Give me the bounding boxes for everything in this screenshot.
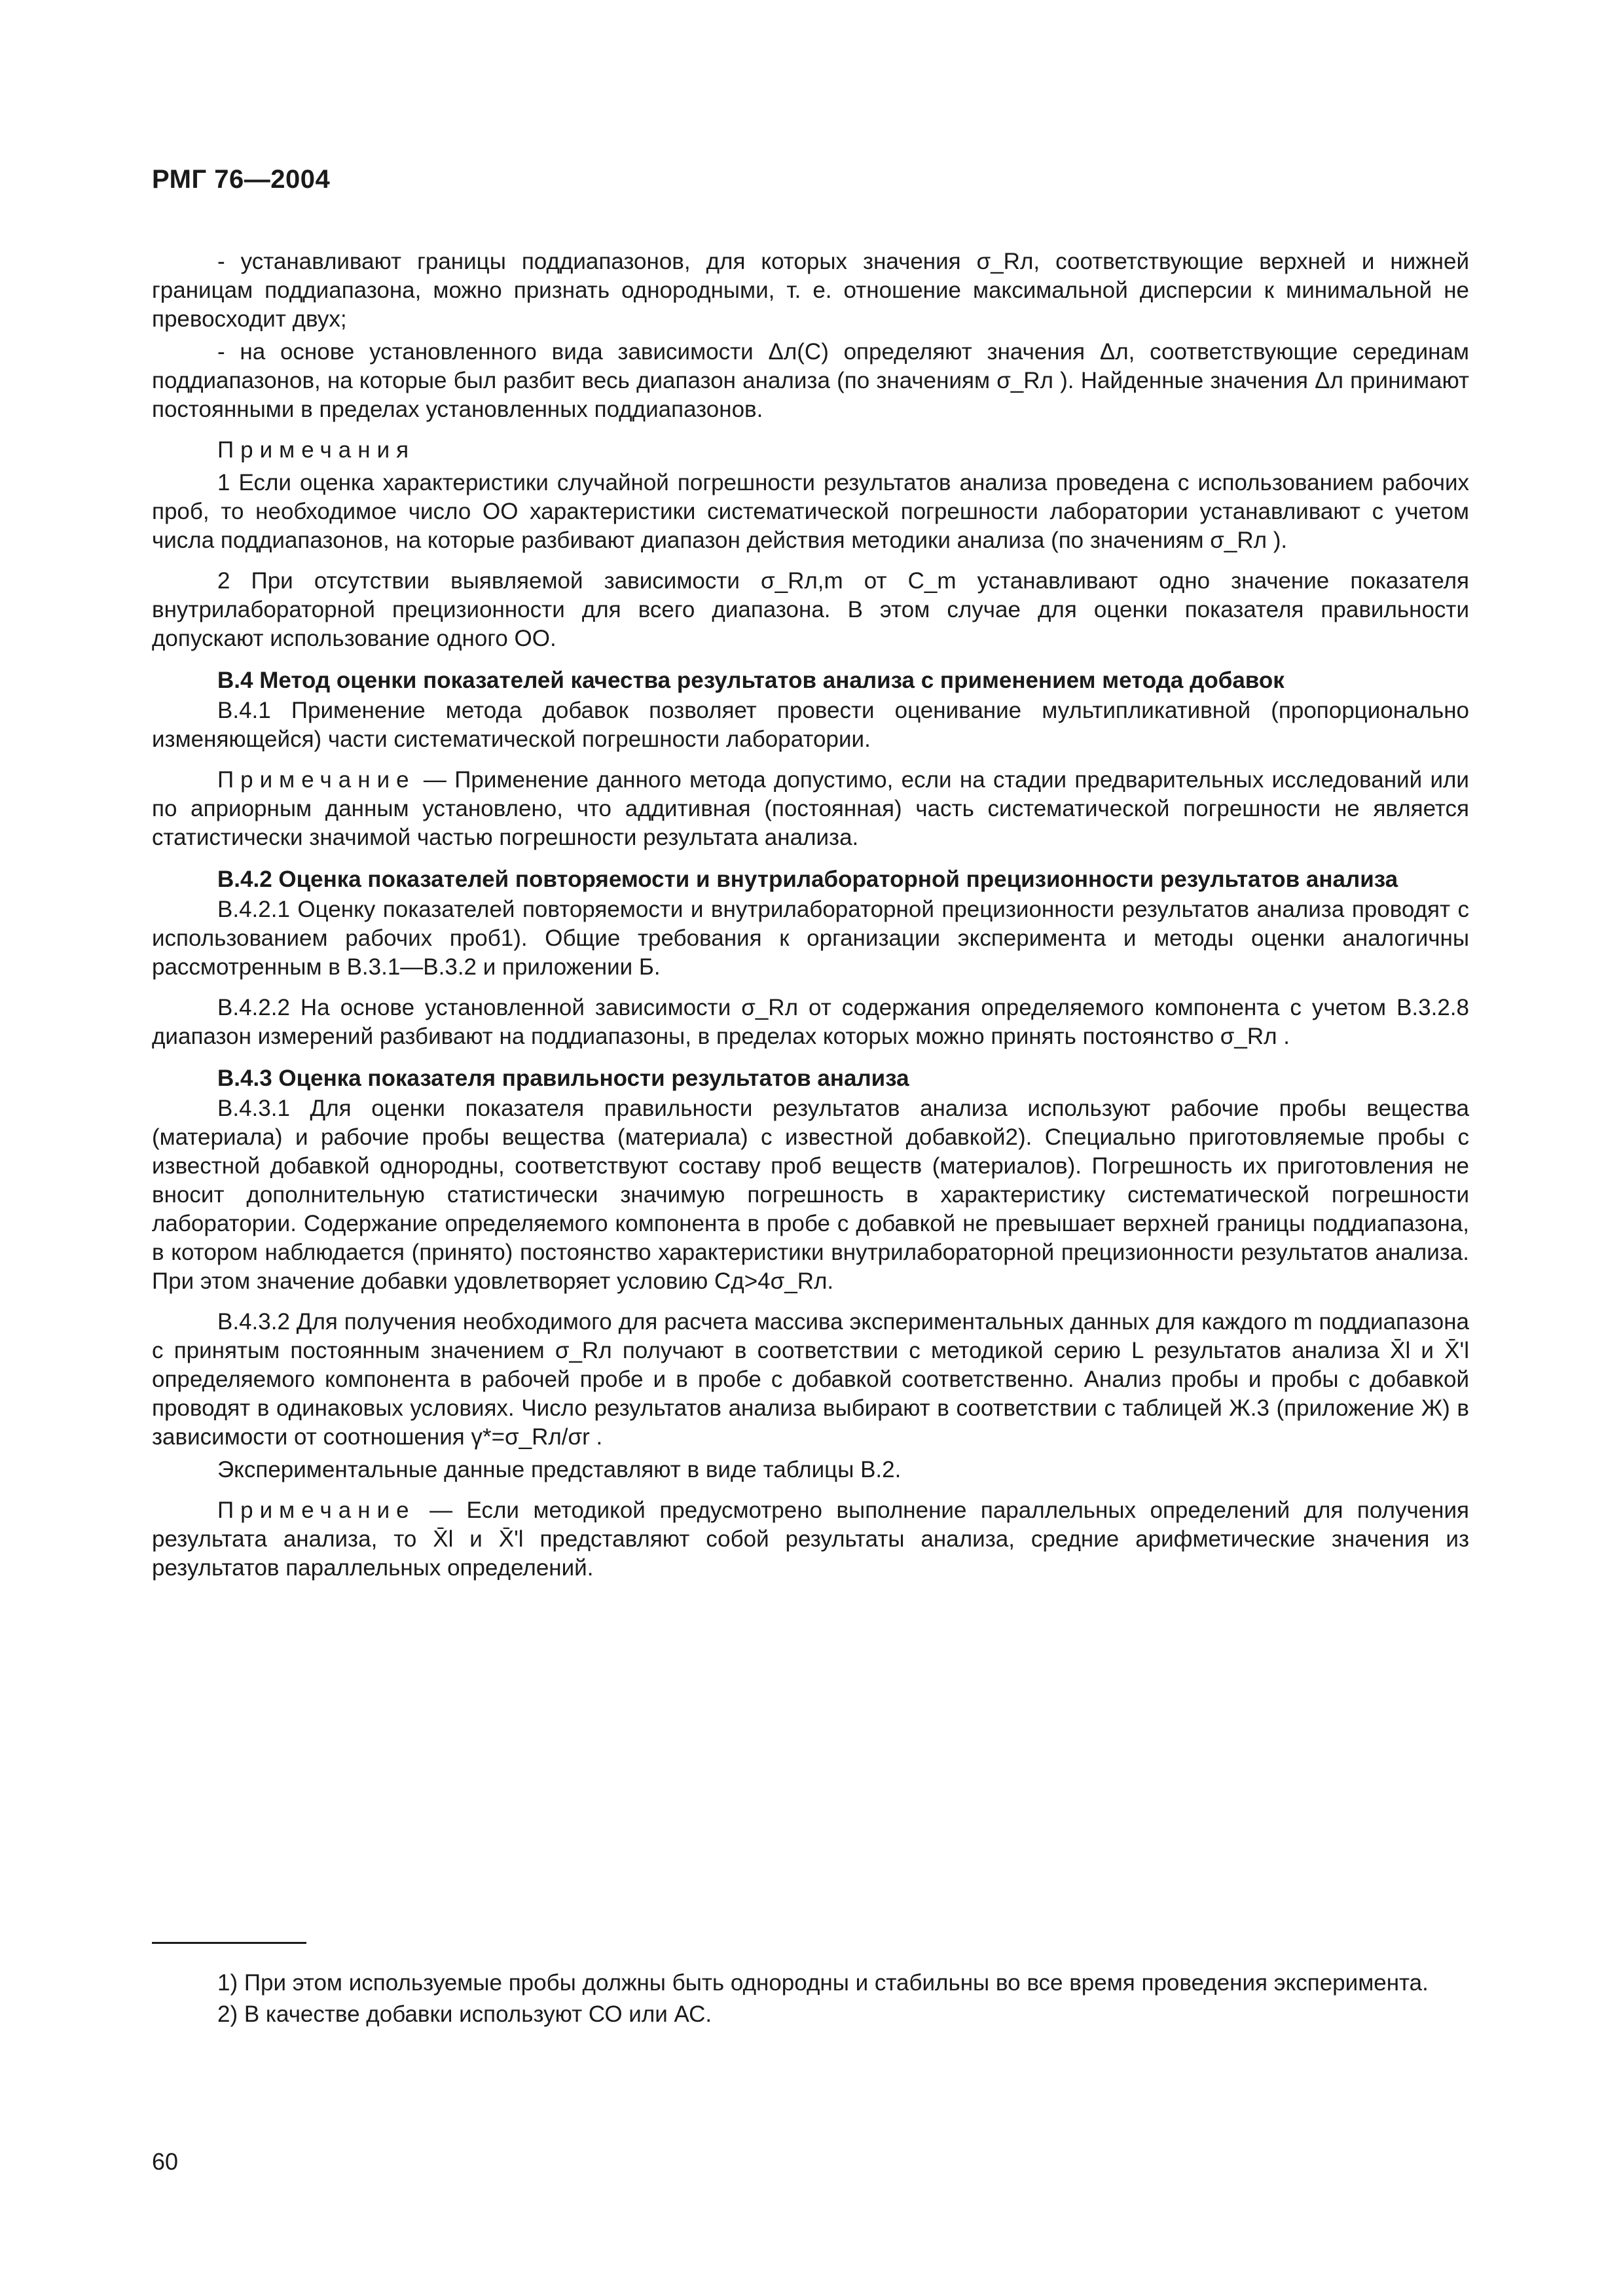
note-4-label: Примечание: [217, 1498, 416, 1523]
note-4: [152, 1496, 1469, 1583]
notes-title: Примечания: [217, 437, 416, 463]
section-heading-b42: В.4.2 Оценка показателей повторяемости и внутрилабораторной прецизионности результатов анализа: [217, 867, 1398, 892]
paragraph-b422: В.4.2.2 На основе установленной зависимости σ_Rл от содержания определяемого компонента с учетом В.3.2.8 диапазон измерений разбивают на поддиапазоны, в пределах которых можно принять постоянство σ_Rл .: [152, 995, 1469, 1049]
section-heading-b43: В.4.3 Оценка показателя правильности результатов анализа: [217, 1066, 909, 1091]
paragraph-b431: В.4.3.1 Для оценки показателя правильности результатов анализа используют рабочие пробы вещества (материала) и рабочие пробы вещества (материала) с известной добавкой2). Специально приготовляемые пробы с известной добавкой однородны, соответствуют составу проб веществ (материалов). Погрешность их приготовления не вносит дополнительную статистически значимую погрешность в характеристику систематической погрешности лаборатории. Содержание определяемого компонента в пробе с добавкой не превышает верхней границы поддиапазона, в котором наблюдается (принято) постоянство характеристики внутрилабораторной прецизионности результатов анализа. При этом значение добавки удовлетворяет условию Cд>4σ_Rл.: [152, 1096, 1469, 1294]
note-3-label: Примечание: [217, 767, 416, 793]
paragraph-subranges: - устанавливают границы поддиапазонов, для которых значения σ_Rл, соответствующие верхней и нижней границам поддиапазона, можно признать однородными, т. е. отношение максимальной дисперсии к минимальной не превосходит двух;: [152, 249, 1469, 332]
note-2: 2 При отсутствии выявляемой зависимости σ_Rл,m от C_m устанавливают одно значение показателя внутрилабораторной прецизионности для всего диапазона. В этом случае для оценки показателя правильности допускают использование одного ОО.: [152, 568, 1469, 651]
note-4-text: — Если методикой предусмотрено выполнение параллельных определений для получения результата анализа, то X̄l и X̄'l представляют собой результаты анализа, средние арифметические значения из результатов параллельных определений.: [152, 1498, 1469, 1581]
paragraph-experimental: Экспериментальные данные представляют в виде таблицы В.2.: [217, 1457, 902, 1482]
section-heading-b4: В.4 Метод оценки показателей качества результатов анализа с применением метода добавок: [217, 668, 1285, 693]
footnote-1: 1) При этом используемые пробы должны быть однородны и стабильны во все время проведения эксперимента.: [217, 1970, 1429, 1996]
page-number: 60: [152, 2148, 179, 2175]
note-3-text: — Применение данного метода допустимо, если на стадии предварительных исследований или по априорным данным установлено, что аддитивная (постоянная) часть систематической погрешности не является статистически значимой частью погрешности результата анализа.: [152, 767, 1469, 850]
footnotes: [152, 1969, 1469, 2032]
paragraph-dependency: - на основе установленного вида зависимости Δл(C) определяют значения Δл, соответствующие серединам поддиапазонов, на которые был разбит весь диапазон анализа (по значениям σ_Rл ). Найденные значения Δл принимают постоянными в пределах установленных поддиапазонов.: [152, 339, 1469, 422]
paragraph-b421: В.4.2.1 Оценку показателей повторяемости и внутрилабораторной прецизионности результатов анализа проводят с использованием рабочих проб1). Общие требования к организации эксперимента и методы оценки аналогичны рассмотренным в В.3.1—В.3.2 и приложении Б.: [152, 897, 1469, 980]
paragraph-b432: В.4.3.2 Для получения необходимого для расчета массива экспериментальных данных для каждого m поддиапазона с принятым постоянным значением σ_Rл получают в соответствии с методикой серию L результатов анализа X̄l и X̄'l определяемого компонента в рабочей пробе и в пробе с добавкой соответственно. Анализ пробы и пробы с добавкой проводят в одинаковых условиях. Число результатов анализа выбирают в соответствии с таблицей Ж.3 (приложение Ж) в зависимости от соотношения γ*=σ_Rл/σr .: [152, 1309, 1469, 1450]
footnote-divider: [152, 1942, 306, 1944]
note-3: [152, 766, 1469, 852]
note-1: 1 Если оценка характеристики случайной погрешности результатов анализа проведена с использованием рабочих проб, то необходимое число ОО характеристики систематической погрешности лаборатории устанавливают с учетом числа поддиапазонов, на которые разбивают диапазон действия методики анализа (по значениям σ_Rл ).: [152, 470, 1469, 553]
document-body: [152, 247, 1469, 1587]
paragraph-b41: В.4.1 Применение метода добавок позволяет провести оценивание мультипликативной (пропорционально изменяющейся) части систематической погрешности лаборатории.: [152, 698, 1469, 752]
document-header: РМГ 76—2004: [152, 165, 331, 194]
footnote-2: 2) В качестве добавки используют СО или АС.: [217, 2001, 712, 2027]
